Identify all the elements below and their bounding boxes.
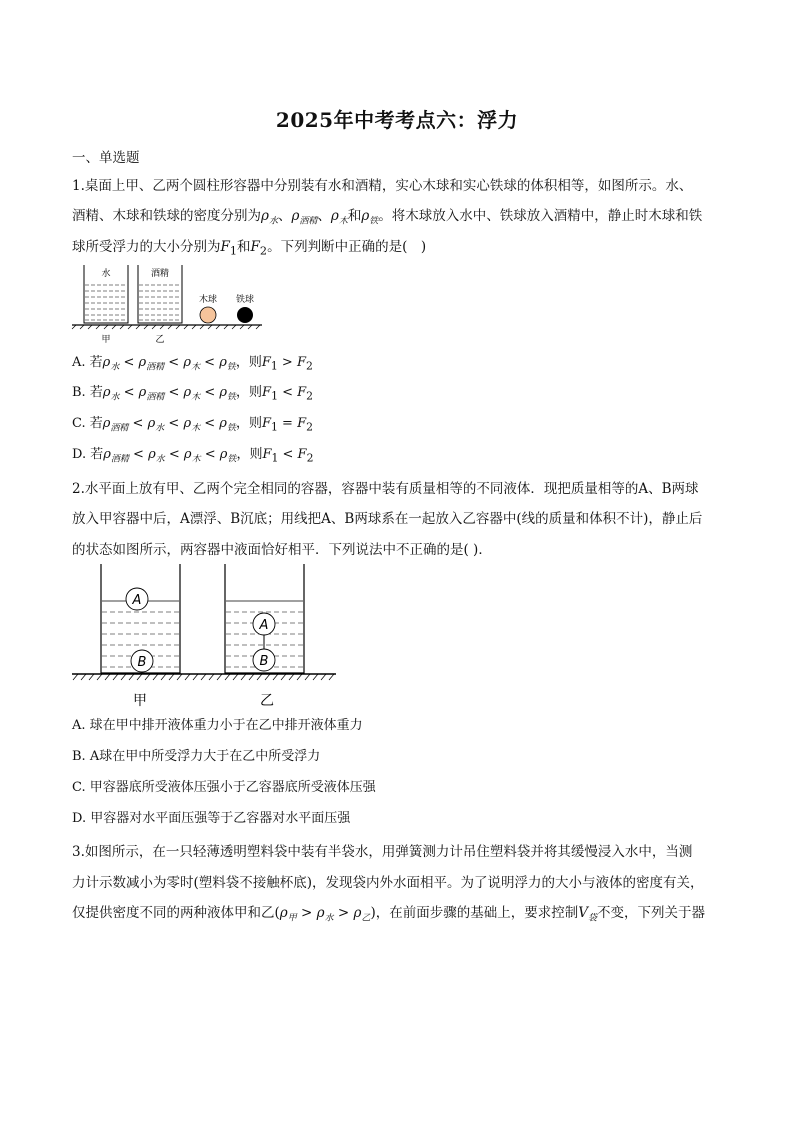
q3-line-3: 仅提供密度不同的两种液体甲和乙$(\rho_甲 > \rho_水 > \rho_乙)$，在前面步骤的基础上，要求控制$V_袋$不变，下列关于器 xyxy=(72,905,705,924)
q2-option-c[interactable]: C. 甲容器底所受液体压强小于乙容器底所受液体压强 xyxy=(72,780,376,795)
q1-figure xyxy=(70,265,270,347)
q1-option-a[interactable]: A. 若$\rho_水 < \rho_{酒精} < \rho_木 < \rho_铁$，则$F_1 > F_2$ xyxy=(72,355,313,373)
label-jia: 甲 xyxy=(133,693,147,709)
q1-line-3: 球所受浮力的大小分别为$F_1$和$F_2$。下列判断中正确的是( ) xyxy=(72,239,427,258)
label-water: 水 xyxy=(101,269,111,279)
q2-figure xyxy=(70,564,342,710)
q2-line-1: 2.水平面上放有甲、乙两个完全相同的容器，容器中装有质量相等的不同液体．现把质量相等的A、B两球 xyxy=(72,481,699,497)
iron-ball xyxy=(237,307,253,323)
label-iron-ball: 铁球 xyxy=(235,295,255,305)
q1-option-b[interactable]: B. 若$\rho_水 < \rho_{酒精} < \rho_木 < \rho_铁$，则$F_1 < F_2$ xyxy=(72,385,314,403)
label-jia: 甲 xyxy=(101,335,111,345)
q1-line-1: 1.桌面上甲、乙两个圆柱形容器中分别装有水和酒精，实心木球和实心铁球的体积相等，如图所示。水、 xyxy=(72,178,693,194)
q2-line-3: 的状态如图所示，两容器中液面恰好相平．下列说法中不正确的是( )． xyxy=(72,542,492,558)
page-title: 2025年中考考点六：浮力 xyxy=(275,108,519,132)
svg-text:B: B xyxy=(137,655,147,670)
q2-option-b[interactable]: B. A球在甲中所受浮力大于在乙中所受浮力 xyxy=(72,749,321,764)
label-yi: 乙 xyxy=(260,693,274,709)
section-heading: 一、单选题 xyxy=(72,150,140,166)
q1-option-d[interactable]: D. 若$\rho_{酒精} < \rho_水 < \rho_木 < \rho_铁$，则$F_1 < F_2$ xyxy=(72,447,314,465)
q3-line-1: 3.如图所示，在一只轻薄透明塑料袋中装有半袋水，用弹簧测力计吊住塑料袋并将其缓慢浸入水中，当测 xyxy=(72,844,693,860)
svg-text:A: A xyxy=(259,618,269,633)
label-wood-ball: 木球 xyxy=(198,295,218,305)
q2-option-d[interactable]: D. 甲容器对水平面压强等于乙容器对水平面压强 xyxy=(72,811,351,826)
q2-option-a[interactable]: A. 球在甲中排开液体重力小于在乙中排开液体重力 xyxy=(72,718,363,733)
wood-ball xyxy=(200,307,216,323)
label-alcohol: 酒精 xyxy=(150,269,170,279)
svg-text:B: B xyxy=(259,654,269,669)
q1-option-c[interactable]: C. 若$\rho_{酒精} < \rho_水 < \rho_木 < \rho_铁$，则$F_1 = F_2$ xyxy=(72,416,313,434)
label-yi: 乙 xyxy=(155,335,165,345)
q3-line-2: 力计示数减小为零时(塑料袋不接触杯底)，发现袋内外水面相平。为了说明浮力的大小与液体的密度有关， xyxy=(72,875,704,891)
svg-text:A: A xyxy=(132,593,142,608)
q1-line-2: 酒精、木球和铁球的密度分别为$\rho_水$、$\rho_{酒精}$、$\rho_木$和$\rho_铁$。将木球放入水中、铁球放入酒精中，静止时木球和铁 xyxy=(72,208,703,227)
q2-line-2: 放入甲容器中后，A漂浮、B沉底；用线把A、B两球系在一起放入乙容器中(线的质量和体积不计)，静止后 xyxy=(72,511,703,527)
